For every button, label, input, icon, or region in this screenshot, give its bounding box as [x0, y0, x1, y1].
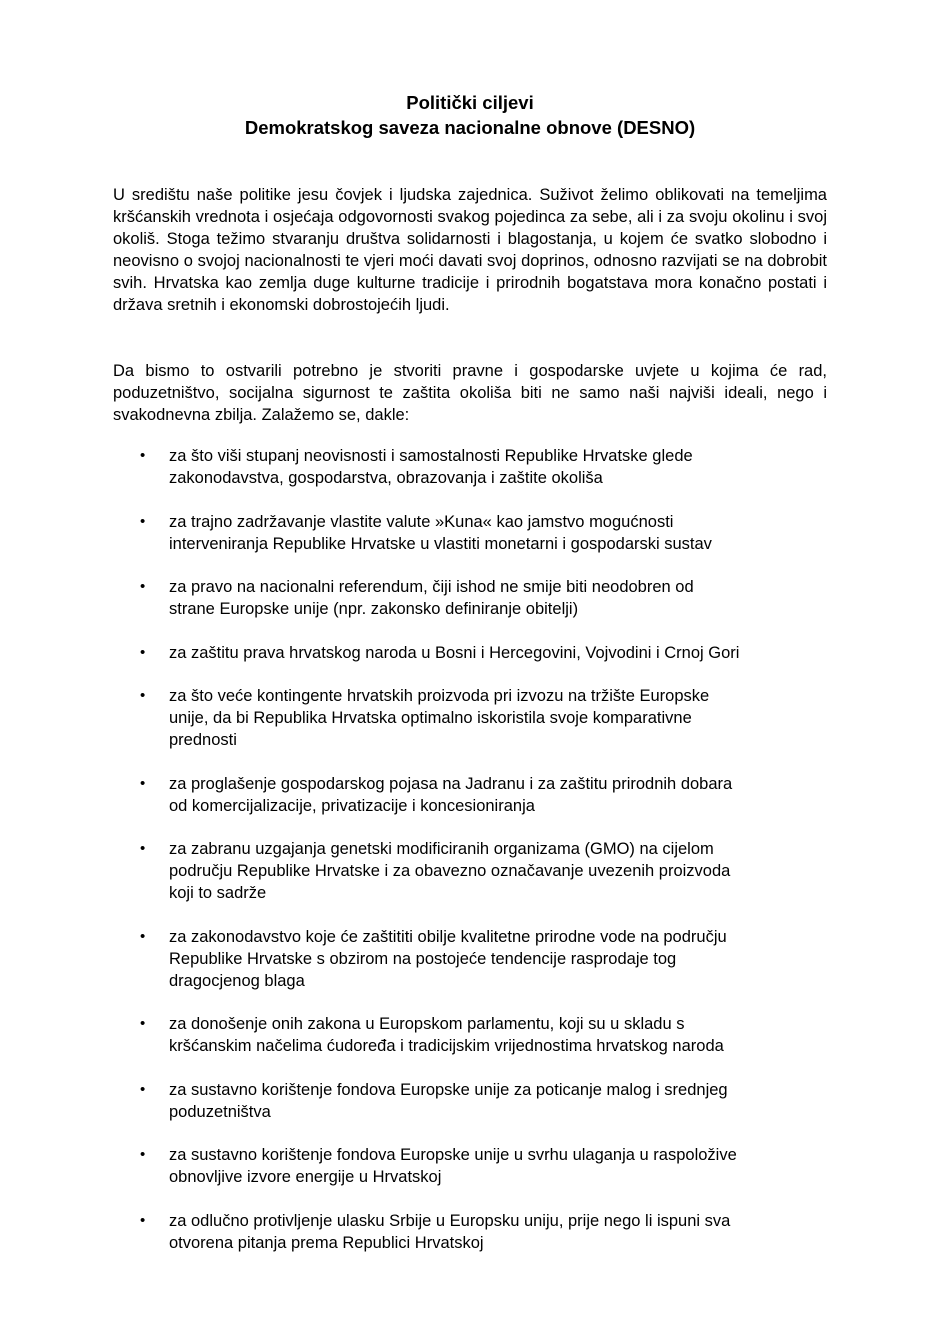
goal-text — [169, 685, 840, 751]
goal-text-line: kršćanskim načelima ćudoređa i tradicijskim vrijednostima hrvatskog naroda — [169, 1037, 724, 1055]
bullet-icon: • — [140, 512, 146, 530]
bullet-icon: • — [140, 447, 146, 464]
goal-text-line: poduzetništva — [169, 1102, 271, 1121]
document-title — [0, 90, 940, 140]
intro-paragraph: U središtu naše politike jesu čovjek i ljudska zajednica. Suživot želimo oblikovati na temeljima kršćanskih vrednota i osjećaja odgovornosti svakog pojedinca za sebe, ali i za svoju okolinu i svoj okoliš. Stoga težimo stvaranju društva solidarnosti i blagostanja, u kojem će svatko slobodno i neovisno o svojoj nacionalnosti te vjeri moći davati svoj doprinos, odnosno razvijati se na dobrobit svih. Hrvatska kao zemlja duge kulturne tradicije i prirodnih bogatstava mora konačno postati i država sretnih i ekonomski dobrostojećih ljudi. — [113, 186, 827, 314]
goal-text — [169, 445, 840, 489]
bullet-icon: • — [140, 927, 146, 945]
bullet-icon: • — [140, 1146, 146, 1163]
goal-text-line: za sustavno korištenje fondova Europske unije u svrhu ulaganja u raspoložive — [169, 1146, 737, 1164]
goal-list-item — [140, 685, 840, 751]
goal-text-line: za zakonodavstvo koje će zaštititi obilje kvalitetne prirodne vode na području — [169, 927, 727, 946]
bullet-icon: • — [140, 774, 146, 792]
goal-text — [169, 838, 840, 904]
goal-text — [169, 642, 840, 664]
goal-list-item — [140, 1079, 840, 1123]
goal-text-line: za pravo na nacionalni referendum, čiji ishod ne smije biti neodobren od — [169, 578, 694, 596]
goal-text — [169, 773, 840, 817]
bullet-icon: • — [140, 1015, 146, 1032]
bullet-icon: • — [140, 687, 146, 704]
goal-text-line: za zabranu uzgajanja genetski modificiranih organizama (GMO) na cijelom — [169, 840, 714, 858]
goal-text-line: za sustavno korištenje fondova Europske unije za poticanje malog i srednjeg — [169, 1080, 728, 1099]
title-line-2: Demokratskog saveza nacionalne obnove (DESNO) — [244, 117, 696, 138]
goal-text-line: strane Europske unije (npr. zakonsko definiranje obitelji) — [169, 600, 579, 618]
goal-text — [169, 1013, 840, 1057]
second-paragraph: Da bismo to ostvarili potrebno je stvoriti pravne i gospodarske uvjete u kojima će rad, poduzetništvo, socijalna sigurnost te zaštita okoliša biti ne samo naši najviši ideali, nego i svakodnevna zbilja. Zalažemo se, dakle: — [113, 362, 827, 424]
goal-list-item — [140, 642, 840, 664]
goal-text — [169, 926, 840, 992]
goal-text — [169, 1079, 840, 1123]
bullet-icon: • — [140, 1211, 146, 1229]
goal-list-item — [140, 1144, 840, 1188]
goal-text-line: za što veće kontingente hrvatskih proizvoda pri izvozu na tržište Europske — [169, 687, 710, 705]
goal-text-line: dragocjenog blaga — [169, 971, 305, 990]
goal-text — [169, 1210, 840, 1254]
bullet-icon: • — [140, 1080, 146, 1098]
goal-text-line: za što viši stupanj neovisnosti i samostalnosti Republike Hrvatske glede — [169, 447, 693, 465]
goal-text-line: Republike Hrvatske s obzirom na postojeće tendencije rasprodaje tog — [169, 949, 677, 968]
bullet-icon: • — [140, 840, 146, 857]
goal-text-line: od komercijalizacije, privatizacije i koncesioniranja — [169, 796, 535, 815]
goal-list-item — [140, 773, 840, 817]
goal-text — [169, 576, 840, 620]
goal-text-line: za proglašenje gospodarskog pojasa na Jadranu i za zaštitu prirodnih dobara — [169, 774, 733, 793]
goal-list-item — [140, 511, 840, 555]
goal-text-line: interveniranja Republike Hrvatske u vlastiti monetarni i gospodarski sustav — [169, 534, 712, 553]
goal-text-line: području Republike Hrvatske i za obavezno označavanje uvezenih proizvoda — [169, 862, 731, 880]
goal-list-item — [140, 838, 840, 904]
goal-text-line: koji to sadrže — [169, 884, 267, 902]
goal-text-line: zakonodavstva, gospodarstva, obrazovanja i zaštite okoliša — [169, 469, 603, 487]
goal-text-line: prednosti — [169, 731, 237, 749]
goal-list-item — [140, 576, 840, 620]
goal-text-line: za zaštitu prava hrvatskog naroda u Bosni i Hercegovini, Vojvodini i Crnoj Gori — [169, 643, 740, 662]
goals-list — [140, 445, 840, 1275]
goal-list-item — [140, 1210, 840, 1254]
goal-text-line: za donošenje onih zakona u Europskom parlamentu, koji su u skladu s — [169, 1015, 685, 1033]
goal-list-item — [140, 1013, 840, 1057]
goal-text-line: unije, da bi Republika Hrvatska optimalno iskoristila svoje komparativne — [169, 709, 692, 727]
goal-text-line: obnovljive izvore energije u Hrvatskoj — [169, 1168, 442, 1186]
goal-list-item — [140, 926, 840, 992]
title-line-1: Politički ciljevi — [406, 92, 534, 113]
goal-text-line: za trajno zadržavanje vlastite valute »Kuna« kao jamstvo mogućnosti — [169, 512, 674, 531]
goal-list-item — [140, 445, 840, 489]
bullet-icon: • — [140, 578, 146, 595]
bullet-icon: • — [140, 643, 146, 661]
goal-text-line: za odlučno protivljenje ulasku Srbije u Europsku uniju, prije nego li ispuni sva — [169, 1211, 731, 1230]
goal-text-line: otvorena pitanja prema Republici Hrvatskoj — [169, 1233, 484, 1252]
goal-text — [169, 511, 840, 555]
goal-text — [169, 1144, 840, 1188]
